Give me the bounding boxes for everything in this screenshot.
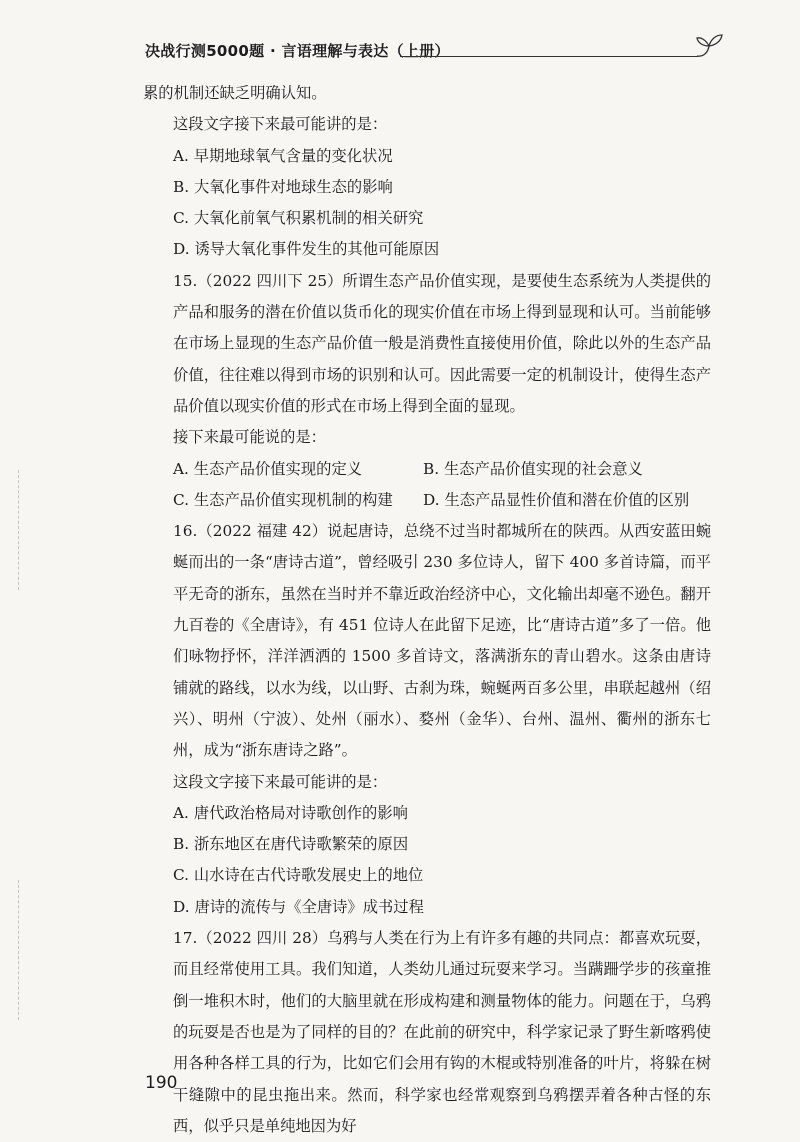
question-text: 累的机制还缺乏明确认知。: [143, 84, 327, 102]
question-prompt: 这段文字接下来最可能讲的是：: [173, 772, 388, 791]
option-b: B. 浙东地区在唐代诗歌繁荣的原因: [173, 835, 409, 854]
header-rule: [400, 56, 698, 57]
option-a: A. 生态产品价值实现的定义: [173, 459, 363, 478]
option-d: D. 唐诗的流传与《全唐诗》成书过程: [173, 897, 424, 916]
option-a: A. 早期地球氧气含量的变化状况: [173, 146, 393, 165]
question-17: [143, 923, 711, 1142]
question-text: 16.（2022 福建 42）说起唐诗，总绕不过当时都城所在的陕西。从西安蓝田蜿蜒而出的一条“唐诗古道”，曾经吸引 230 多位诗人，留下 400 多首诗篇，而平平无奇的浙东，虽然在当时并不靠近政治经济中心，文化输出却毫不逊色。翻开九百卷的《全唐诗》，有 451 位诗人在此留下足迹，比“唐诗古道”多了一倍。他们咏物抒怀，洋洋洒洒的 1500 多首诗文，落满浙东的青山碧水。这条由唐诗铺就的路线，以水为线，以山野、古刹为珠，蜿蜒两百多公里，串联起越州（绍兴）、明州（宁波）、处州（丽水）、婺州（金华）、台州、温州、衢州的浙东七州，成为“浙东唐诗之路”。: [173, 522, 711, 760]
question-15: [143, 266, 711, 516]
question-prompt: 接下来最可能说的是：: [173, 428, 326, 447]
option-c: C. 大氧化前氧气积累机制的相关研究: [173, 209, 424, 228]
margin-rule: [18, 470, 19, 590]
margin-rule: [18, 880, 19, 1020]
sprout-icon: [693, 27, 725, 63]
option-row: [143, 485, 711, 516]
option-b: B. 大氧化事件对地球生态的影响: [173, 177, 393, 196]
question-16: [143, 516, 711, 923]
option-c: C. 生态产品价值实现机制的构建: [173, 490, 393, 509]
question-prompt: 这段文字接下来最可能讲的是：: [173, 115, 388, 134]
question-14-tail: [143, 78, 711, 266]
question-text: 15.（2022 四川下 25）所谓生态产品价值实现，是要使生态系统为人类提供的产品和服务的潜在价值以货币化的现实价值在市场上得到显现和认可。当前能够在市场上显现的生态产品价值一般是消费性直接使用价值，除此以外的生态产品价值，往往难以得到市场的识别和认可。因此需要一定的机制设计，使得生态产品价值以现实价值的形式在市场上得到全面的显现。: [173, 271, 711, 415]
option-b: B. 生态产品价值实现的社会意义: [423, 459, 643, 478]
option-c: C. 山水诗在古代诗歌发展史上的地位: [173, 866, 424, 885]
question-text: 17.（2022 四川 28）乌鸦与人类在行为上有许多有趣的共同点：都喜欢玩耍，而且经常使用工具。我们知道，人类幼儿通过玩耍来学习。当蹒跚学步的孩童推倒一堆积木时，他们的大脑里就在形成构建和测量物体的能力。问题在于，乌鸦的玩耍是否也是为了同样的目的？在此前的研究中，科学家记录了野生新喀鸦使用各种各样工具的行为，比如它们会用有钩的木棍或特别准备的叶片，将躲在树干缝隙中的昆虫拖出来。然而，科学家也经常观察到乌鸦摆弄着各种古怪的东西，似乎只是单纯地因为好: [173, 929, 711, 1135]
option-row: [143, 454, 711, 485]
page-number: 190: [145, 1073, 178, 1093]
option-d: D. 生态产品显性价值和潜在价值的区别: [423, 490, 690, 509]
book-title: 决战行测5000题 · 言语理解与表达（上册）: [145, 42, 450, 60]
page-body: [143, 78, 711, 1142]
option-a: A. 唐代政治格局对诗歌创作的影响: [173, 803, 408, 822]
option-d: D. 诱导大氧化事件发生的其他可能原因: [173, 240, 440, 259]
